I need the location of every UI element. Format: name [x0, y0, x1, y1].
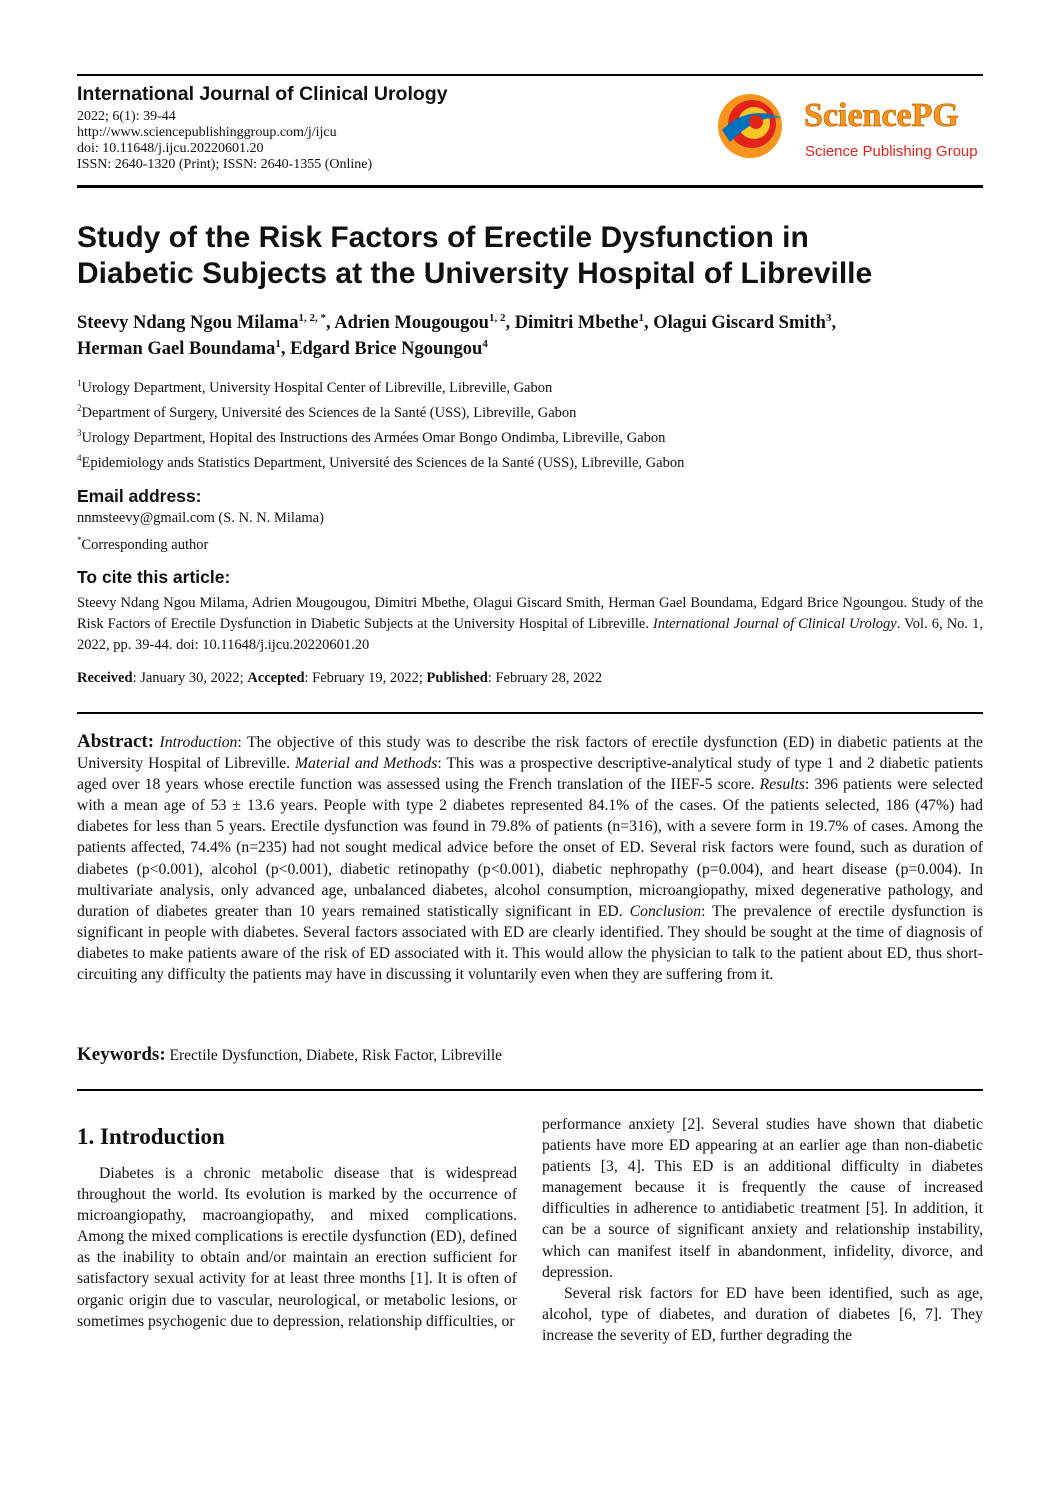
article-title [77, 220, 983, 292]
logo-wordmark: SciencePG [804, 97, 959, 134]
abstract-results-label: Results [759, 776, 805, 794]
journal-issue: 2022; 6(1): 39-44 [77, 109, 176, 124]
affiliation-number: 1 [77, 378, 82, 388]
affiliation [77, 403, 576, 422]
received-date: : January 30, 2022; [132, 670, 248, 686]
abstract-conclusion: : The prevalence of erectile dysfunction is significant in people with diabetes. Several factors associated with ED are clearly identified. They should be sought at the time of diagnosis of diabetes to make patients aware of the risk of ED associated with it. This would allow the physician to talk to the patient about ED, thus short-circuiting any difficulty the patients may have in discussing it voluntarily even when they are suffering from it. [77, 902, 983, 984]
author-affil-marker: 1, 2, * [298, 311, 326, 324]
publication-dates [77, 670, 602, 687]
logo-subtitle: Science Publishing Group [805, 143, 978, 160]
abstract-top-rule [77, 712, 983, 714]
affiliation-text: Department of Surgery, Université des Sciences de la Santé (USS), Libreville, Gabon [81, 404, 577, 421]
author-separator: , [644, 313, 654, 333]
abstract-results: : 396 patients were selected with a mean age of 53 ± 13.6 years. People with type 2 diabetes represented 84.1% of the cases. Of the patients selected, 186 (47%) had diabetes for less than 5 years. Erectile dysfunction was found in 79.8% of patients (n=316), with a severe form in 19.7% of cases. Among the patients affected, 74.4% (n=235) had not sought medical advice before the onset of ED. Several risk factors were found, such as duration of diabetes (p<0.001), alcohol (p<0.001), diabetic retinopathy (p<0.001), diabetic nephropathy (p=0.004), and heart disease (p=0.004). In multivariate analysis, only advanced age, unbalanced diabetes, alcohol consumption, microangiopathy, mixed degenerative pathology, and duration of diabetes greater than 10 years remained statistically significant in ED. [77, 776, 983, 920]
email-owner: (S. N. N. Milama) [214, 510, 324, 526]
cite-heading: To cite this article: [77, 567, 231, 587]
received-label: Received [77, 670, 133, 686]
author-name: Herman Gael Boundama [77, 339, 276, 359]
author-name: Adrien Mougougou [334, 313, 489, 333]
abstract-intro-label: Introduction [159, 734, 238, 751]
email-line [77, 510, 324, 527]
citation-body: Steevy Ndang Ngou Milama, Adrien Mougougou, Dimitri Mbethe, Olagui Giscard Smith, Herman Gael Boundama, Edgard Brice Ngoungou. Study of the Risk Factors of Erectile Dysfunction in Diabetic Subjects at the University Hospital of Libreville. [77, 595, 983, 632]
keywords-label: Keywords: [77, 1044, 166, 1065]
affiliation-text: Urology Department, University Hospital Center of Libreville, Libreville, Gabon [81, 379, 553, 396]
author-separator: , [505, 313, 515, 333]
keywords-text: Erectile Dysfunction, Diabete, Risk Factor, Libreville [169, 1047, 503, 1064]
abstract-label: Abstract: [77, 731, 155, 752]
corresponding-note [77, 535, 208, 554]
author-affil-marker: 1 [638, 311, 644, 324]
affiliation-number: 3 [77, 428, 82, 438]
journal-meta [77, 109, 372, 173]
journal-doi: doi: 10.11648/j.ijcu.20220601.20 [77, 141, 264, 156]
journal-issn: ISSN: 2640-1320 (Print); ISSN: 2640-1355 (Online) [77, 157, 373, 172]
section-heading: 1. Introduction [77, 1124, 225, 1149]
right-column [542, 1114, 983, 1346]
keywords [77, 1044, 502, 1066]
affiliation [77, 428, 665, 447]
corresponding-marker: * [77, 535, 82, 545]
author-name: Steevy Ndang Ngou Milama [77, 313, 299, 333]
abstract-methods: : This was a prospective descriptive-analytical study of type 1 and 2 diabetic patients aged over 18 years whose erectile function was assessed using the French translation of the IIEF-5 score. [77, 755, 983, 794]
author-name: Dimitri Mbethe [514, 313, 639, 333]
author-list [77, 310, 983, 362]
corresponding-text: Corresponding author [81, 536, 209, 553]
author-affil-marker: 1, 2 [488, 311, 506, 324]
author-name: Edgard Brice Ngoungou [290, 339, 483, 359]
accepted-date: : February 19, 2022; [304, 670, 427, 686]
header-rule [77, 185, 983, 188]
sciencepg-logo [708, 84, 983, 168]
affiliation [77, 378, 552, 397]
abstract-intro: : The objective of this study was to describe the risk factors of erectile dysfunction (ED) in diabetic patients at the University Hospital of Libreville. [77, 734, 983, 773]
accepted-label: Accepted [247, 670, 305, 686]
citation-journal: International Journal of Clinical Urology [653, 616, 897, 632]
abstract-conclusion-label: Conclusion [629, 902, 702, 920]
abstract [77, 731, 983, 985]
author-affil-marker: 4 [482, 337, 488, 350]
affiliation-number: 4 [77, 453, 82, 463]
paragraph: Several risk factors for ED have been identified, such as age, alcohol, type of diabetes, and duration of diabetes [6, 7]. They increase the severity of ED, further degrading the [542, 1284, 983, 1344]
paragraph: performance anxiety [2]. Several studies have shown that diabetic patients have more ED appearing at an earlier age than non-diabetic patients [3, 4]. This ED is an additional difficulty in diabetes management because it is frequently the cause of increased difficulties in adherence to antidiabetic treatment [5]. In addition, it can be a source of significant anxiety and relationship instability, which can manifest itself in abandonment, infidelity, divorce, and depression. [542, 1116, 983, 1281]
left-column [77, 1163, 517, 1332]
author-name: Olagui Giscard Smith [653, 313, 826, 333]
journal-name: International Journal of Clinical Urology [77, 83, 448, 105]
email-heading: Email address: [77, 486, 202, 506]
email-link[interactable]: nnmsteevy@gmail.com [77, 510, 215, 526]
title-line-1: Study of the Risk Factors of Erectile Dysfunction in [77, 221, 809, 254]
top-rule [77, 74, 983, 76]
sciencepg-emblem-icon [708, 84, 983, 168]
published-date: : February 28, 2022 [487, 670, 603, 686]
published-label: Published [426, 670, 488, 686]
citation-tail: . Vol. 6, No. 1, 2022, pp. 39-44. doi: 10.11648/j.ijcu.20220601.20 [77, 616, 983, 653]
abstract-bottom-rule [77, 1089, 983, 1091]
author-separator: , [326, 313, 335, 333]
author-separator: , [831, 313, 837, 333]
author-affil-marker: 3 [825, 311, 832, 324]
journal-url[interactable]: http://www.sciencepublishinggroup.com/j/ijcu [77, 125, 337, 140]
author-affil-marker: 1 [275, 337, 281, 350]
title-line-2: Diabetic Subjects at the University Hospital of Libreville [77, 257, 873, 290]
affiliation-text: Epidemiology ands Statistics Department, Université des Sciences de la Santé (USS), Libreville, Gabon [81, 454, 685, 471]
paragraph: Diabetes is a chronic metabolic disease that is widespread throughout the world. Its evolution is marked by the occurrence of microangiopathy, macroangiopathy, and mixed complications. Among the mixed complications is erectile dysfunction (ED), defined as the inability to obtain and/or maintain an erection sufficient for satisfactory sexual activity for at least three months [1]. It is often of organic origin due to vascular, neurological, or metabolic lesions, or sometimes psychogenic due to depression, relationship difficulties, or [77, 1165, 517, 1330]
citation-text [77, 593, 983, 656]
affiliation-number: 2 [77, 403, 82, 413]
author-separator: , [280, 339, 291, 359]
affiliation-text: Urology Department, Hopital des Instructions des Armées Omar Bongo Ondimba, Libreville, Gabon [81, 429, 666, 446]
affiliation [77, 453, 684, 472]
abstract-methods-label: Material and Methods [294, 755, 438, 773]
